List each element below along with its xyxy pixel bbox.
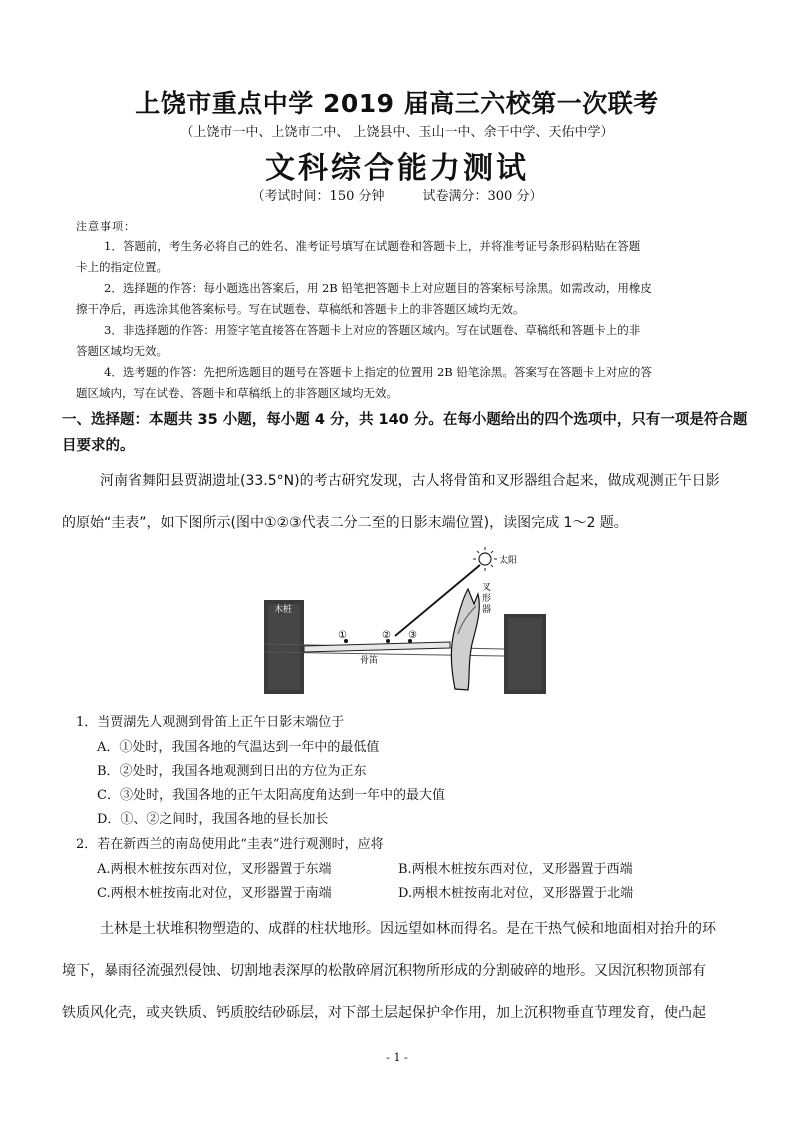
- exam-title: 上饶市重点中学 2019 届高三六校第一次联考: [135, 89, 659, 118]
- bone-flute: [304, 642, 450, 652]
- question-stem: 1．当贾湖先人观测到骨笛上正午日影末端位于: [76, 715, 345, 730]
- note-line: 题区域内，写在试卷、答题卡和草稿纸上的非答题区域均无效。: [76, 386, 398, 400]
- bone-flute-label: 骨笛: [360, 656, 379, 666]
- school-list: （上饶市一中、上饶市二中、 上饶县中、玉山一中、余干中学、天佑中学）: [180, 125, 614, 140]
- note-line: 卡上的指定位置。: [76, 260, 168, 274]
- option-b: B.两根木桩按东西对位，叉形器置于西端: [398, 862, 633, 877]
- marker-2-label: ②: [382, 630, 391, 641]
- fork-tool-label-char: 器: [482, 605, 492, 615]
- note-line: 1．答题前，考生务必将自己的姓名、准考证号填写在试题卷和答题卡上，并将准考证号条形码粘贴在答题: [104, 239, 641, 253]
- option-d: D.两根木桩按南北对位，叉形器置于北端: [398, 886, 634, 901]
- note-line: 2．选择题的作答：每小题选出答案后，用 2B 铅笔把答题卡上对应题目的答案标号涂黑。如需改动，用橡皮: [104, 281, 652, 295]
- section-heading: [62, 407, 747, 459]
- passage-line: 的原始“圭表”，如下图所示(图中①②③代表二分二至的日影末端位置)，读图完成 1～2 题。: [62, 515, 628, 531]
- passage-line: 境下，暴雨径流强烈侵蚀、切割地表深厚的松散碎屑沉积物所形成的分割破碎的地形。又因沉积物顶部有: [62, 963, 706, 979]
- marker-3-label: ③: [408, 630, 417, 641]
- subject-title: 文科综合能力测试: [265, 151, 529, 186]
- option-d: D．①、②之间时，我国各地的昼长加长: [97, 812, 329, 827]
- option-c: C.两根木桩按南北对位，叉形器置于南端: [97, 886, 332, 901]
- guibiao-figure: [250, 544, 550, 696]
- passage-line: 铁质风化壳，或夹铁质、钙质胶结砂砾层，对下部土层起保护伞作用，加上沉积物垂直节理发育，使凸起: [62, 1005, 706, 1021]
- option-a: A.两根木桩按东西对位，叉形器置于东端: [97, 862, 332, 877]
- note-line: 答题区域均无效。: [76, 344, 168, 358]
- option-c: C．③处时，我国各地的正午太阳高度角达到一年中的最大值: [97, 788, 445, 803]
- passage-line: 土林是土状堆积物塑造的、成群的柱状地形。因远望如林而得名。是在干热气候和地面相对抬升的环: [100, 921, 716, 937]
- fork-tool-label-char: 叉: [482, 583, 492, 593]
- option-a: A．①处时，我国各地的气温达到一年中的最低值: [97, 740, 380, 755]
- note-line: 3．非选择题的作答：用签字笔直接答在答题卡上对应的答题区域内。写在试题卷、草稿纸和答题卡上的非: [104, 323, 641, 337]
- page-number: - 1 -: [386, 1051, 408, 1064]
- sun-label: 太阳: [499, 556, 518, 566]
- section-heading-line: 一、选择题：本题共 35 小题，每小题 4 分，共 140 分。在每小题给出的四个选项中，只有一项是符合题: [62, 412, 748, 428]
- question-stem: 2．若在新西兰的南岛使用此“圭表”进行观测时，应将: [76, 837, 384, 852]
- section-heading-line: 目要求的。: [62, 438, 135, 454]
- fork-tool-label-char: 形: [482, 594, 492, 604]
- full-score: 试卷满分：300 分）: [422, 189, 543, 204]
- passage-line: 河南省舞阳县贾湖遗址(33.5°N)的考古研究发现，古人将骨笛和叉形器组合起来，做成观测正午日影: [100, 473, 720, 489]
- notes-title: 注意事项：: [76, 220, 136, 233]
- fork-tool: [451, 589, 479, 690]
- fork-tool-label: [482, 582, 491, 615]
- note-line: 擦干净后，再选涂其他答案标号。写在试题卷、草稿纸和答题卡上的非答题区域均无效。: [76, 302, 525, 316]
- note-line: 4．选考题的作答：先把所选题目的题号在答题卡上指定的位置用 2B 铅笔涂黑。答案写在答题卡上对应的答: [104, 365, 652, 379]
- option-b: B．②处时，我国各地观测到日出的方位为正东: [97, 764, 367, 779]
- exam-time: （考试时间：150 分钟: [251, 189, 385, 204]
- marker-1-label: ①: [338, 630, 347, 641]
- post-label: 木桩: [274, 605, 293, 615]
- exam-meta: [0, 185, 794, 204]
